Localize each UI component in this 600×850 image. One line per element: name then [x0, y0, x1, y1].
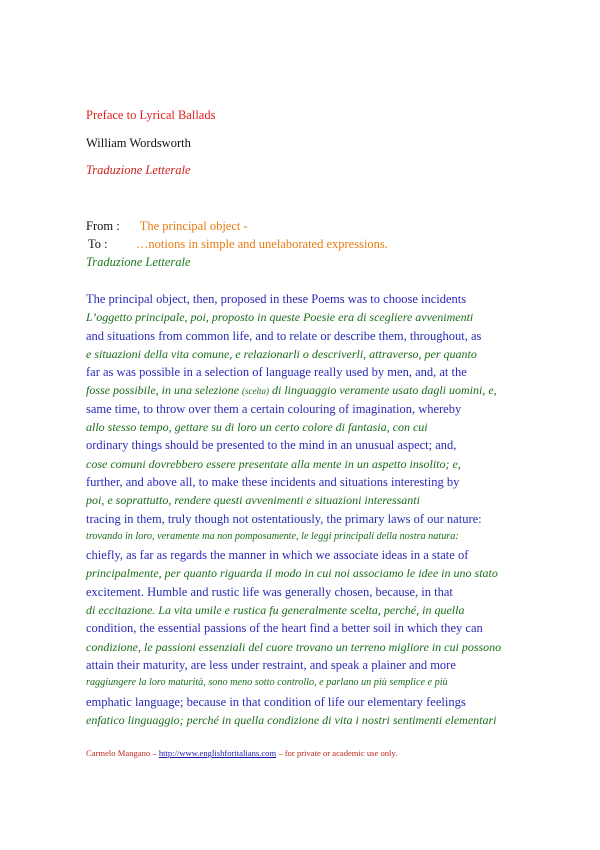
english-line: same time, to throw over them a certain colouring of imagination, whereby — [86, 401, 462, 416]
footer-author: Carmelo Mangano – — [86, 748, 157, 758]
translator-note: (scelta) — [242, 386, 269, 397]
english-line: and situations from common life, and to relate or describe them, throughout, as — [86, 328, 482, 343]
english-line: emphatic language; because in that condition of life our elementary feelings — [86, 694, 466, 709]
footer — [86, 748, 397, 758]
to-text: …notions in simple and unelaborated expressions. — [135, 237, 388, 251]
english-line: The principal object, then, proposed in these Poems was to choose incidents — [86, 292, 467, 306]
italian-line: principalmente, per quanto riguarda il modo in cui noi associamo le idee in uno stato — [86, 566, 498, 581]
to-label: To : — [88, 237, 108, 251]
parallel-text — [86, 290, 586, 729]
english-line: tracing in them, truly though not ostentatiously, the primary laws of our nature: — [86, 511, 482, 526]
italian-line-part: fosse possibile, in una selezione — [86, 383, 239, 398]
italian-line: allo stesso tempo, gettare su di loro un certo colore di fantasia, con cui — [86, 420, 428, 435]
italian-line — [86, 381, 586, 399]
italian-line: enfatico linguaggio; perché in quella condizione di vita i nostri sentimenti elementari — [86, 712, 497, 727]
to-row — [88, 237, 388, 252]
english-line: attain their maturity, are less under restraint, and speak a plainer and more — [86, 657, 456, 672]
italian-line: di eccitazione. La vita umile e rustica fu generalmente scelta, perché, in quella — [86, 603, 465, 618]
italian-line: cose comuni dovrebbero essere presentate alla mente in un aspetto insolito; e, — [86, 456, 461, 471]
italian-line: poi, e soprattutto, rendere questi avvenimenti e situazioni interessanti — [86, 493, 420, 508]
from-text: The principal object - — [139, 219, 248, 233]
footer-link[interactable]: http://www.englishforitalians.com — [158, 748, 277, 758]
translation-label-secondary: Traduzione Letterale — [86, 255, 191, 269]
english-line: condition, the essential passions of the heart find a better soil in which they can — [86, 621, 483, 636]
italian-line: e situazioni della vita comune, e relazionarli o descriverli, attraverso, per quanto — [86, 346, 477, 361]
italian-line-part: di linguaggio veramente usato dagli uomini, e, — [272, 383, 497, 398]
english-line: ordinary things should be presented to the mind in an unusual aspect; and, — [86, 438, 457, 453]
from-label: From : — [86, 219, 120, 233]
author-name: William Wordsworth — [86, 136, 191, 150]
english-line: further, and above all, to make these incidents and situations interesting by — [86, 474, 460, 489]
page-title: Preface to Lyrical Ballads — [86, 108, 216, 122]
from-row — [86, 219, 248, 234]
italian-line: trovando in loro, veramente ma non pomposamente, le leggi principali della nostra natura: — [86, 530, 459, 542]
italian-line: condizione, le passioni essenziali del cuore trovano un terreno migliore in cui possono — [86, 639, 502, 654]
footer-suffix: – for private or academic use only. — [278, 748, 398, 758]
translation-label: Traduzione Letterale — [86, 163, 191, 177]
english-line: chiefly, as far as regards the manner in which we associate ideas in a state of — [86, 548, 469, 563]
italian-line: raggiungere la loro maturità, sono meno sotto controllo, e parlano un più semplice e più — [86, 677, 448, 689]
italian-line: L’oggetto principale, poi, proposto in queste Poesie era di scegliere avvenimenti — [86, 310, 474, 325]
english-line: far as was possible in a selection of language really used by men, and, at the — [86, 365, 467, 380]
english-line: excitement. Humble and rustic life was generally chosen, because, in that — [86, 584, 453, 599]
